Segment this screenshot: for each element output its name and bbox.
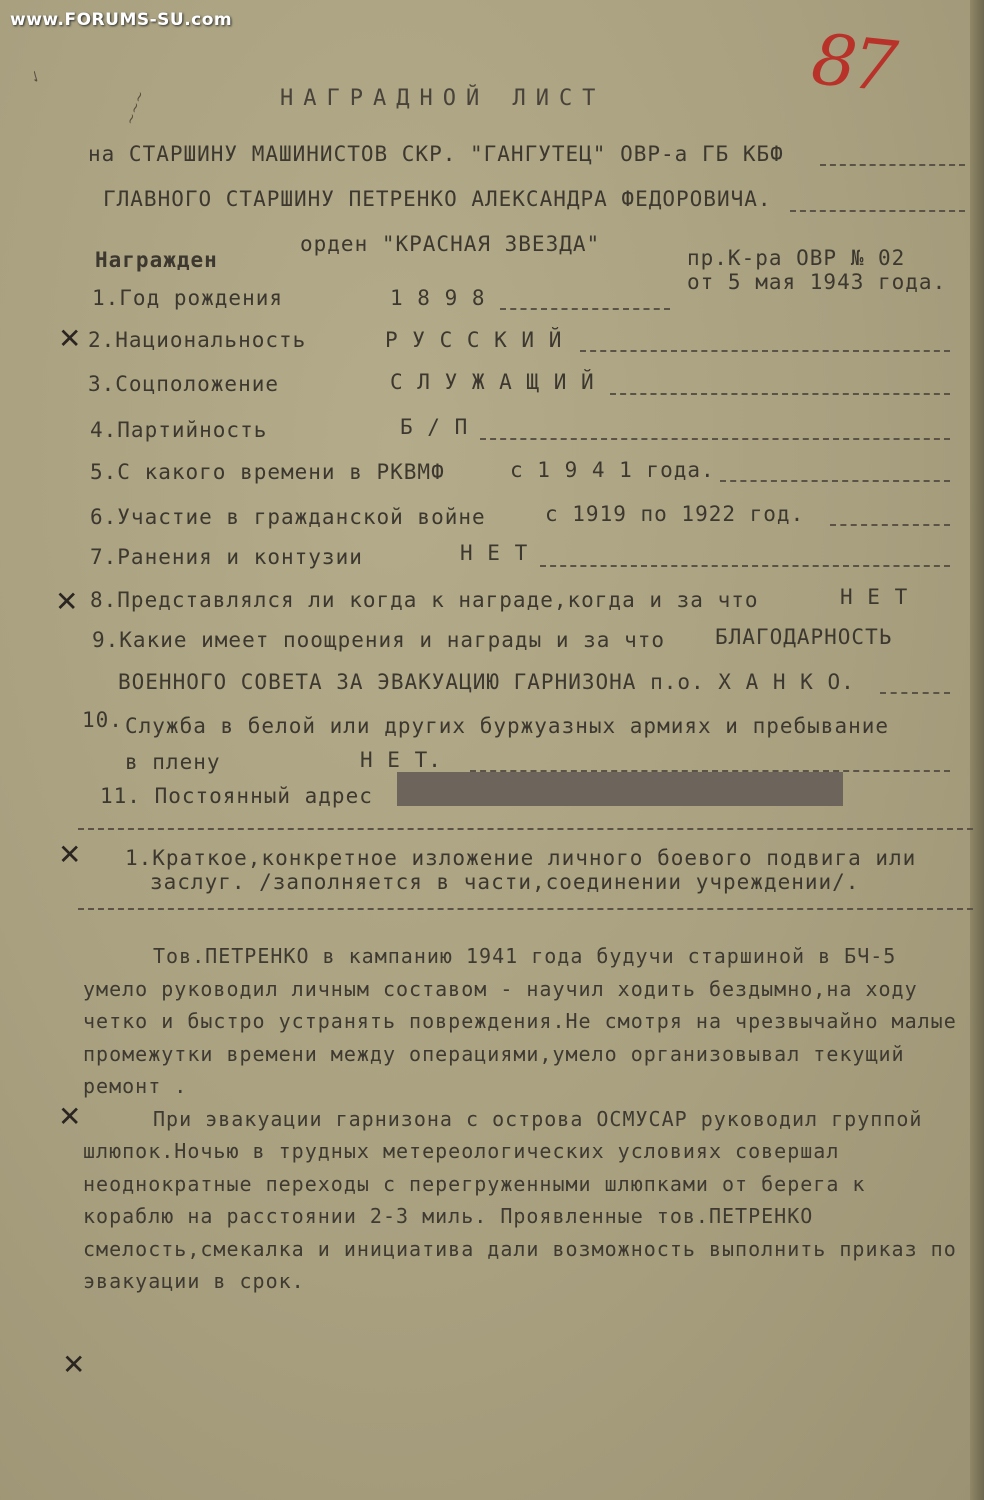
section-separator — [78, 908, 973, 910]
field-label-commendations: 9.Какие имеет поощрения и награды и за что — [92, 628, 666, 652]
document-title: НАГРАДНОЙ ЛИСТ — [280, 86, 606, 111]
field-label-birth-year: 1.Год рождения — [92, 286, 284, 310]
dash-fill — [880, 692, 950, 694]
dash-fill — [830, 524, 950, 526]
field-text-white-army: Служба в белой или других буржуазных армиях и пребывание — [125, 714, 890, 738]
merit-description — [83, 940, 963, 1298]
dash-fill — [610, 393, 950, 395]
handwritten-note-mark: ✓ — [26, 68, 46, 88]
dash-fill — [580, 350, 950, 352]
field-label-wounds: 7.Ранения и контузии — [90, 545, 363, 569]
pencil-page-number: 87 — [807, 17, 898, 109]
section-1-heading-line-2: заслуг. /заполняется в части,соединении учреждении/. — [150, 870, 860, 894]
dash-fill — [820, 164, 965, 166]
merit-paragraph-1: Тов.ПЕТРЕНКО в кампанию 1941 года будучи старшиной в БЧ-5 умело руководил личным составом - научил ходить бездымно,на ходу четко и быстро устранять повреждения.Не смотря на чрезвычайно малые промежутки времени между операциями,умело организовывал текущий ремонт . — [83, 944, 957, 1098]
section-separator — [78, 828, 973, 830]
field-value-civil-war: с 1919 по 1922 год. — [545, 502, 805, 526]
recipient-line-2: ГЛАВНОГО СТАРШИНУ ПЕТРЕНКО АЛЕКСАНДРА ФЕДОРОВИЧА. — [103, 187, 772, 211]
award-name: орден "КРАСНАЯ ЗВЕЗДА" — [300, 232, 601, 256]
field-value-service-since: с 1 9 4 1 года. — [510, 458, 715, 482]
field-text-captivity: в плену — [125, 750, 221, 774]
field-value-birth-year: 1 8 9 8 — [390, 286, 486, 310]
dash-fill — [500, 308, 670, 310]
field-value-party: Б / П — [400, 415, 469, 439]
merit-paragraph-2: При эвакуации гарнизона с острова ОСМУСАР руководил группой шлюпок.Ночью в трудных метереологических условиях совершал неоднократные переходы с перегруженными шлюпками от берега к кораблю на расстоянии 2-3 миль. Проявленные тов.ПЕТРЕНКО смелость,смекалка и инициатива дали возможность выполнить приказ по эвакуации в срок. — [83, 1106, 957, 1293]
field-label-10: 10. — [82, 708, 123, 732]
awarded-label: Награжден — [95, 248, 218, 272]
order-reference-line-2: от 5 мая 1943 года. — [687, 270, 947, 294]
punch-hole-mark: ✕ — [58, 1100, 82, 1133]
dash-fill — [540, 565, 950, 567]
field-value-nationality: Р У С С К И Й — [385, 328, 563, 352]
dash-fill — [720, 480, 950, 482]
field-label-prior-awards: 8.Представлялся ли когда к награде,когда и за что — [90, 588, 759, 612]
punch-hole-mark: ✕ — [62, 1348, 86, 1381]
section-1-heading-line-1: 1.Краткое,конкретное изложение личного боевого подвига или — [125, 846, 917, 870]
redacted-address — [397, 772, 843, 806]
handwritten-note-squiggle: ~~~ — [122, 88, 150, 128]
punch-hole-mark: ✕ — [55, 585, 79, 618]
field-label-social-status: 3.Соцположение — [88, 372, 280, 396]
field-label-nationality: 2.Национальность — [88, 328, 307, 352]
field-value-prior-awards: Н Е Т — [840, 585, 909, 609]
dash-fill — [480, 438, 950, 440]
field-value-wounds: Н Е Т — [460, 541, 529, 565]
punch-hole-mark: ✕ — [58, 322, 82, 355]
field-label-address: 11. Постоянный адрес — [100, 784, 373, 808]
dash-fill — [790, 210, 965, 212]
field-value-commendations: БЛАГОДАРНОСТЬ — [715, 625, 893, 649]
field-value-white-army: Н Е Т. — [360, 748, 442, 772]
field-commendations-continued: ВОЕННОГО СОВЕТА ЗА ЭВАКУАЦИЮ ГАРНИЗОНА п.о. Х А Н К О. — [118, 670, 855, 694]
field-label-civil-war: 6.Участие в гражданской войне — [90, 505, 486, 529]
order-reference-line-1: пр.К-ра ОВР № 02 — [687, 246, 906, 270]
field-label-party: 4.Партийность — [90, 418, 268, 442]
recipient-line-1: на СТАРШИНУ МАШИНИСТОВ СКР. "ГАНГУТЕЦ" ОВР-а ГБ КБФ — [88, 142, 784, 166]
site-watermark: www.FORUMS-SU.com — [10, 10, 233, 30]
punch-hole-mark: ✕ — [58, 838, 82, 871]
field-label-service-since: 5.С какого времени в РКВМФ — [90, 460, 445, 484]
paper-edge — [970, 0, 984, 1500]
field-value-social-status: С Л У Ж А Щ И Й — [390, 370, 595, 394]
